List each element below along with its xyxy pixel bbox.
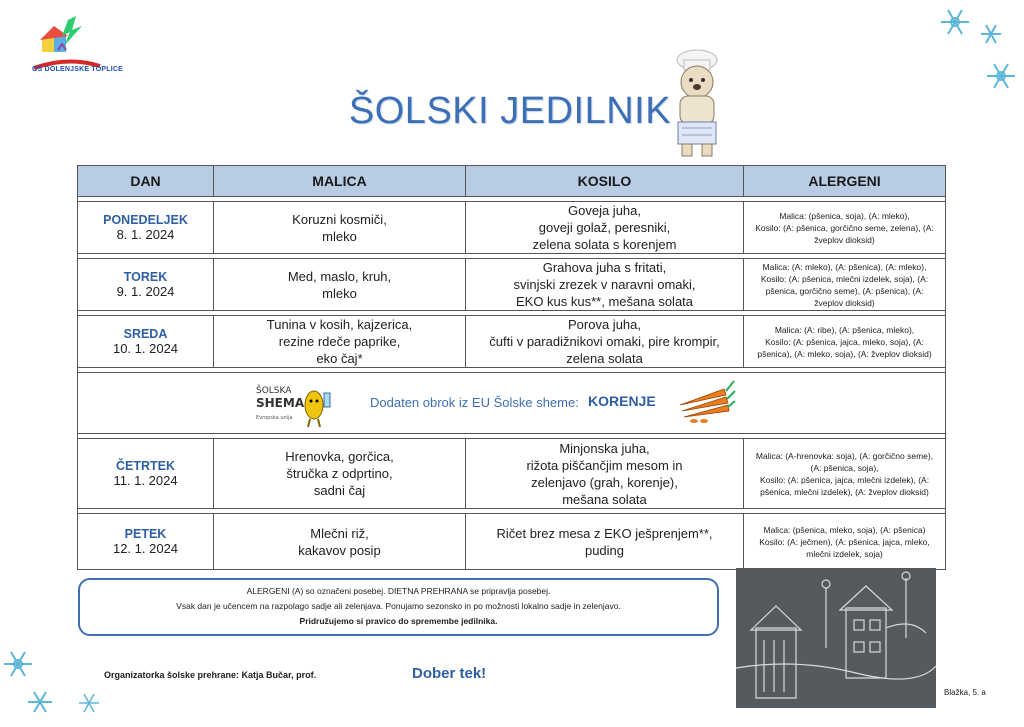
- page-title: ŠOLSKI JEDILNIK: [348, 90, 672, 132]
- alergeni-line: Malica: (A-hrenovka: soja), (A: gorčično seme),: [755, 450, 934, 461]
- malica-line: Mlečni riž,: [310, 525, 369, 541]
- alergeni-line: Malica: (A: mleko), (A: pšenica), (A: mleko),: [762, 261, 927, 272]
- alergeni-cell: [744, 202, 946, 254]
- kosilo-cell: [466, 439, 744, 509]
- alergeni-cell: [744, 316, 946, 368]
- malica-cell: [214, 259, 466, 311]
- malica-cell: [214, 316, 466, 368]
- day-cell: [78, 202, 214, 254]
- alergeni-line: Malica: (pšenica, soja), (A: mleko),: [779, 210, 910, 221]
- organizer-credit: Organizatorka šolske prehrane: Katja Bučar, prof.: [104, 670, 317, 680]
- alergeni-line: (A: pšenica, soja),: [810, 462, 879, 473]
- day-cell: [78, 514, 214, 570]
- allergen-note-box: [78, 578, 719, 636]
- kosilo-line: zelena solata s korenjem: [532, 237, 677, 252]
- alergeni-line: pšenica, gorčično seme), (A: pšenica), (A:: [765, 285, 924, 296]
- kosilo-line: mešana solata: [562, 491, 647, 507]
- day-date: 8. 1. 2024: [116, 227, 175, 242]
- table-row: [78, 202, 946, 254]
- note-line: ALERGENI (A) so označeni posebej. DIETNA PREHRANA se pripravlja posebej.: [246, 586, 551, 596]
- alergeni-line: mlečni izdelek, soja): [806, 548, 883, 559]
- day-name: SREDA: [123, 327, 168, 341]
- alergeni-line: Kosilo: (A: pšenica, gorčično seme, zelena), (A:: [755, 222, 934, 233]
- day-cell: [78, 259, 214, 311]
- kosilo-cell: [466, 316, 744, 368]
- malica-line: eko čaj*: [316, 351, 363, 366]
- column-header-malica: MALICA: [214, 166, 466, 197]
- malica-cell: [214, 439, 466, 509]
- school-scheme-text: Dodaten obrok iz EU Šolske sheme:: [370, 395, 579, 410]
- malica-line: Med, maslo, kruh,: [287, 268, 392, 284]
- kosilo-line: Goveja juha,: [568, 203, 641, 218]
- snowflake-decoration: [925, 0, 1021, 96]
- table-row: [78, 316, 946, 368]
- malica-line: mleko: [322, 285, 357, 301]
- alergeni-line: Kosilo: (A: pšenica, mlečni izdelek, soja), (A:: [760, 273, 929, 284]
- malica-line: štručka z odprtino,: [286, 466, 393, 481]
- malica-cell: [214, 514, 466, 570]
- kosilo-line: svinjski zrezek v naravni omaki,: [513, 277, 696, 292]
- chef-bear-illustration: [662, 48, 732, 160]
- day-date: 11. 1. 2024: [113, 473, 178, 488]
- alergeni-line: pšenica), (A: mleko, soja), (A: žveplov dioksid): [757, 348, 932, 359]
- chalk-drawing-image: [736, 568, 936, 708]
- kosilo-line: Grahova juha s fritati,: [542, 260, 667, 275]
- malica-line: mleko: [322, 228, 357, 244]
- table-row: [78, 439, 946, 509]
- kosilo-line: Minjonska juha,: [559, 440, 650, 456]
- malica-line: Hrenovka, gorčica,: [285, 449, 394, 464]
- kosilo-cell: [466, 202, 744, 254]
- kosilo-line: goveji golaž, peresniki,: [538, 220, 671, 235]
- menu-table: [77, 165, 946, 570]
- snowflake-decoration: [74, 688, 104, 718]
- day-date: 10. 1. 2024: [112, 341, 179, 356]
- day-date: 9. 1. 2024: [116, 284, 175, 299]
- malica-line: Koruzni kosmiči,: [292, 211, 387, 227]
- alergeni-cell: [744, 259, 946, 311]
- kosilo-line: zelena solata: [566, 351, 643, 366]
- kosilo-line: rižota piščančjim mesom in: [526, 457, 683, 473]
- scheme-logo-line1: ŠOLSKA: [256, 386, 292, 396]
- malica-cell: [214, 202, 466, 254]
- kosilo-line: Ričet brez mesa z EKO ješprenjem**,: [496, 525, 713, 541]
- day-cell: [78, 439, 214, 509]
- scheme-logo-line2: SHEMA: [256, 396, 305, 410]
- note-line-bold: [80, 614, 717, 629]
- alergeni-line: žveplov dioksid): [814, 234, 875, 245]
- kosilo-line: puding: [584, 542, 625, 558]
- alergeni-line: Kosilo: (A: pšenica, jajca, mleko, soja), (A:: [765, 336, 924, 347]
- column-header-alergeni: ALERGENI: [744, 166, 946, 197]
- school-scheme-logo: [254, 379, 334, 429]
- kosilo-line: Porova juha,: [568, 317, 641, 332]
- day-name: TOREK: [123, 270, 168, 284]
- snowflake-decoration: [0, 640, 70, 722]
- table-header-row: [78, 166, 946, 197]
- alergeni-line: žveplov dioksid): [814, 297, 875, 308]
- kosilo-line: EKO kus kus**, mešana solata: [515, 294, 694, 309]
- kosilo-cell: [466, 514, 744, 570]
- table-row: [78, 259, 946, 311]
- alergeni-line: pšenica, mlečni izdelek), (A: žveplov dioksid): [760, 486, 929, 497]
- malica-line: kakavov posip: [298, 542, 381, 558]
- alergeni-line: Kosilo: (A: pšenica, jajca, mlečni izdelek), (A:: [759, 474, 930, 485]
- column-header-day: DAN: [78, 166, 214, 197]
- alergeni-cell: [744, 514, 946, 570]
- logo-text: OŠ DOLENJSKE TOPLICE: [32, 66, 123, 73]
- alergeni-line: Malica: (A: ribe), (A: pšenica, mleko),: [774, 324, 915, 335]
- school-scheme-row: [78, 373, 946, 434]
- day-cell: [78, 316, 214, 368]
- day-date: 12. 1. 2024: [112, 541, 179, 556]
- kosilo-cell: [466, 259, 744, 311]
- drawing-caption: Blažka, 5. a: [944, 688, 986, 697]
- column-header-kosilo: KOSILO: [466, 166, 744, 197]
- greeting-text: Dober tek!: [412, 665, 487, 682]
- alergeni-line: Kosilo: (A: ječmen), (A: pšenica, jajca, mleko,: [759, 536, 930, 547]
- note-line: Vsak dan je učencem na razpolago sadje ali zelenjava. Ponujamo sezonsko in po možnosti lokalno sadje in zelenjavo.: [176, 601, 621, 611]
- day-name: ČETRTEK: [115, 459, 176, 473]
- note-bold-text: Pridružujemo si pravico do spremembe jedilnika.: [299, 616, 498, 626]
- malica-line: Tunina v kosih, kajzerica,: [266, 317, 413, 332]
- scheme-logo-line3: Evropska unija: [256, 415, 293, 421]
- kosilo-line: čufti v paradižnikovi omaki, pire krompir,: [489, 334, 720, 349]
- table-row: [78, 514, 946, 570]
- alergeni-line: Malica: (pšenica, mleko, soja), (A: pšenica): [763, 524, 926, 535]
- carrots-illustration: [674, 377, 736, 423]
- day-name: PETEK: [124, 527, 167, 541]
- malica-line: sadni čaj: [313, 483, 366, 498]
- kosilo-line: zelenjavo (grah, korenje),: [531, 474, 678, 490]
- school-scheme-item: KORENJE: [588, 393, 656, 409]
- alergeni-cell: [744, 439, 946, 509]
- malica-line: rezine rdeče paprike,: [278, 334, 401, 349]
- day-name: PONEDELJEK: [103, 213, 188, 227]
